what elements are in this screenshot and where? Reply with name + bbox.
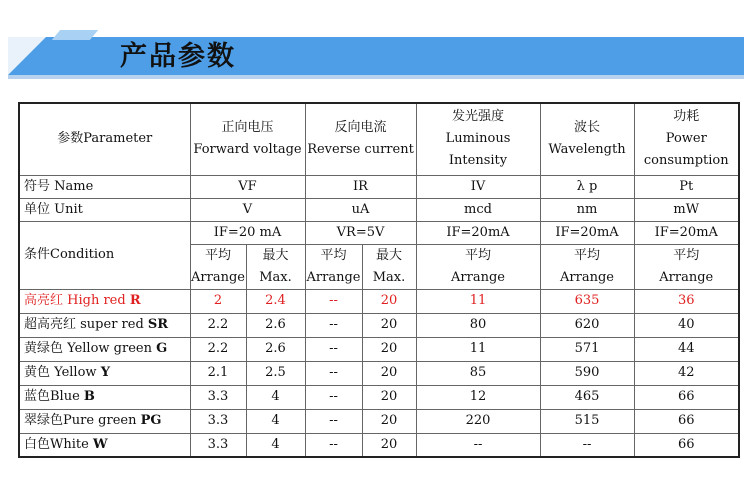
ir-max: 20 (362, 361, 416, 385)
ir-avg: -- (305, 385, 362, 409)
power-value: 66 (634, 433, 739, 457)
vf-max: 4 (246, 409, 305, 433)
condition-iv: IF=20mA (416, 221, 540, 244)
symbol-iv: IV (416, 175, 540, 198)
ir-max: 20 (362, 433, 416, 457)
ir-avg: -- (305, 289, 362, 313)
wavelength-header: 波长 Wavelength (540, 103, 634, 175)
luminous-intensity-header: 发光强度 Luminous Intensity (416, 103, 540, 175)
row-label: 黄色 Yellow Y (19, 361, 190, 385)
banner-title: 产品参数 (120, 41, 236, 72)
wavelength-value: 590 (540, 361, 634, 385)
wavelength-value: 515 (540, 409, 634, 433)
ir-max: 20 (362, 289, 416, 313)
unit-iv: mcd (416, 198, 540, 221)
wavelength-value: 571 (540, 337, 634, 361)
wavelength-value: 620 (540, 313, 634, 337)
vf-max: 2.5 (246, 361, 305, 385)
ir-avg: -- (305, 313, 362, 337)
table-row (19, 361, 739, 385)
vf-avg-subheader: 平均 Arrange (190, 244, 246, 289)
iv-value: 220 (416, 409, 540, 433)
iv-value: 80 (416, 313, 540, 337)
condition-label: 条件Condition (19, 221, 190, 289)
lp-avg-subheader: 平均 Arrange (540, 244, 634, 289)
forward-voltage-header: 正向电压 Forward voltage (190, 103, 305, 175)
condition-vf: IF=20 mA (190, 221, 305, 244)
ir-max: 20 (362, 409, 416, 433)
symbol-pt: Pt (634, 175, 739, 198)
condition-ir: VR=5V (305, 221, 416, 244)
vf-avg: 3.3 (190, 409, 246, 433)
vf-avg: 2 (190, 289, 246, 313)
vf-avg: 3.3 (190, 385, 246, 409)
table-row (19, 385, 739, 409)
banner-triangle (8, 37, 46, 75)
ir-avg-subheader: 平均 Arrange (305, 244, 362, 289)
unit-label: 单位 Unit (19, 198, 190, 221)
condition-pt: IF=20mA (634, 221, 739, 244)
power-value: 44 (634, 337, 739, 361)
row-label: 白色White W (19, 433, 190, 457)
reverse-current-header: 反向电流 Reverse current (305, 103, 416, 175)
wavelength-value: 465 (540, 385, 634, 409)
vf-max: 2.4 (246, 289, 305, 313)
banner-underline (8, 75, 744, 79)
ir-avg: -- (305, 361, 362, 385)
table-row (19, 337, 739, 361)
wavelength-value: -- (540, 433, 634, 457)
table-row (19, 433, 739, 457)
ir-max: 20 (362, 313, 416, 337)
power-value: 66 (634, 409, 739, 433)
iv-value: -- (416, 433, 540, 457)
header-row (19, 103, 739, 175)
condition-lp: IF=20mA (540, 221, 634, 244)
spec-table (18, 102, 740, 458)
vf-max: 2.6 (246, 313, 305, 337)
power-header: 功耗 Power consumption (634, 103, 739, 175)
ir-max: 20 (362, 385, 416, 409)
row-label: 超高亮红 super red SR (19, 313, 190, 337)
ir-avg: -- (305, 433, 362, 457)
vf-max: 4 (246, 385, 305, 409)
iv-value: 11 (416, 289, 540, 313)
condition-row (19, 221, 739, 244)
iv-value: 12 (416, 385, 540, 409)
vf-avg: 2.2 (190, 313, 246, 337)
ir-avg: -- (305, 337, 362, 361)
pt-avg-subheader: 平均 Arrange (634, 244, 739, 289)
symbol-lp: λ p (540, 175, 634, 198)
ir-avg: -- (305, 409, 362, 433)
iv-value: 85 (416, 361, 540, 385)
param-header: 参数Parameter (19, 103, 190, 175)
power-value: 42 (634, 361, 739, 385)
symbol-vf: VF (190, 175, 305, 198)
row-label: 蓝色Blue B (19, 385, 190, 409)
table-row (19, 313, 739, 337)
power-value: 66 (634, 385, 739, 409)
section-banner (0, 0, 750, 90)
ir-max-subheader: 最大 Max. (362, 244, 416, 289)
row-label: 翠绿色Pure green PG (19, 409, 190, 433)
symbol-ir: IR (305, 175, 416, 198)
vf-max-subheader: 最大 Max. (246, 244, 305, 289)
vf-avg: 2.2 (190, 337, 246, 361)
unit-ir: uA (305, 198, 416, 221)
ir-max: 20 (362, 337, 416, 361)
row-label: 黄绿色 Yellow green G (19, 337, 190, 361)
wavelength-value: 635 (540, 289, 634, 313)
unit-lp: nm (540, 198, 634, 221)
unit-row (19, 198, 739, 221)
vf-avg: 2.1 (190, 361, 246, 385)
symbol-row (19, 175, 739, 198)
unit-vf: V (190, 198, 305, 221)
iv-value: 11 (416, 337, 540, 361)
vf-max: 2.6 (246, 337, 305, 361)
table-row (19, 409, 739, 433)
power-value: 36 (634, 289, 739, 313)
power-value: 40 (634, 313, 739, 337)
unit-pt: mW (634, 198, 739, 221)
iv-avg-subheader: 平均 Arrange (416, 244, 540, 289)
vf-avg: 3.3 (190, 433, 246, 457)
table-row (19, 289, 739, 313)
vf-max: 4 (246, 433, 305, 457)
symbol-label: 符号 Name (19, 175, 190, 198)
row-label: 高亮红 High red R (19, 289, 190, 313)
banner-bar (8, 37, 744, 75)
